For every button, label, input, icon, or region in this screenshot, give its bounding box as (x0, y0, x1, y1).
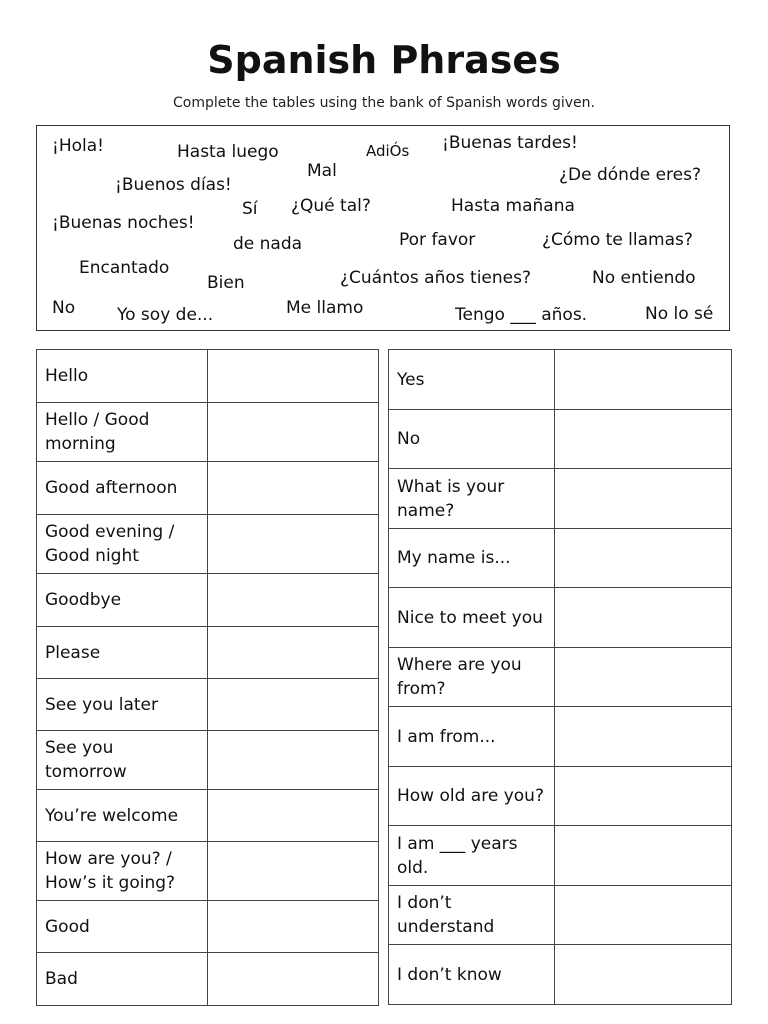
answer-cell[interactable] (208, 790, 379, 842)
english-phrase: Nice to meet you (389, 588, 555, 648)
answer-cell[interactable] (208, 462, 379, 515)
english-phrase: Good evening / Good night (37, 515, 208, 574)
english-phrase: See you later (37, 679, 208, 731)
english-phrase: See you tomorrow (37, 731, 208, 790)
english-phrase: I don’t know (389, 945, 555, 1005)
bank-word: Me llamo (286, 298, 364, 318)
english-phrase: Where are you from? (389, 648, 555, 707)
english-phrase: No (389, 410, 555, 469)
answer-cell[interactable] (555, 886, 732, 945)
answer-cell[interactable] (208, 350, 379, 403)
bank-word: ¡Buenas tardes! (442, 133, 578, 153)
phrase-table-left (36, 349, 379, 1006)
page-title: Spanish Phrases (207, 38, 561, 82)
bank-word: Bien (207, 273, 245, 293)
english-phrase: Good (37, 901, 208, 953)
bank-word: Tengo ___ años. (455, 305, 588, 325)
bank-word: ¿Cuántos años tienes? (340, 268, 532, 288)
instructions: Complete the tables using the bank of Spanish words given. (173, 95, 595, 111)
english-phrase: How old are you? (389, 767, 555, 826)
english-phrase: I am from... (389, 707, 555, 767)
english-phrase: My name is... (389, 529, 555, 588)
english-phrase: Please (37, 627, 208, 679)
bank-word: Yo soy de... (117, 305, 214, 325)
answer-cell[interactable] (555, 469, 732, 529)
answer-cell[interactable] (555, 410, 732, 469)
answer-cell[interactable] (208, 731, 379, 790)
bank-word: No (52, 298, 76, 318)
answer-cell[interactable] (555, 945, 732, 1005)
answer-cell[interactable] (208, 953, 379, 1006)
bank-word: de nada (233, 234, 303, 254)
answer-cell[interactable] (208, 901, 379, 953)
bank-word: Encantado (79, 258, 170, 278)
bank-word: AdiÓs (366, 142, 410, 160)
bank-word: ¡Buenas noches! (52, 213, 195, 233)
english-phrase: Yes (389, 350, 555, 410)
answer-cell[interactable] (208, 627, 379, 679)
bank-word: Hasta luego (177, 142, 279, 162)
bank-word: ¿Cómo te llamas? (542, 230, 693, 250)
answer-cell[interactable] (555, 648, 732, 707)
answer-cell[interactable] (555, 767, 732, 826)
english-phrase: What is your name? (389, 469, 555, 529)
answer-cell[interactable] (555, 588, 732, 648)
answer-cell[interactable] (555, 350, 732, 410)
bank-word: Por favor (399, 230, 476, 250)
english-phrase: Hello / Good morning (37, 403, 208, 462)
english-phrase: Bad (37, 953, 208, 1006)
answer-cell[interactable] (208, 403, 379, 462)
english-phrase: I am ___ years old. (389, 826, 555, 886)
english-phrase: I don’t understand (389, 886, 555, 945)
answer-cell[interactable] (208, 574, 379, 627)
phrase-table-right (388, 349, 732, 1005)
answer-cell[interactable] (555, 529, 732, 588)
english-phrase: Hello (37, 350, 208, 403)
answer-cell[interactable] (208, 679, 379, 731)
bank-word: No lo sé (645, 304, 714, 324)
answer-cell[interactable] (208, 842, 379, 901)
bank-word: ¿De dónde eres? (559, 165, 702, 185)
bank-word: Hasta mañana (451, 196, 575, 216)
english-phrase: Goodbye (37, 574, 208, 627)
answer-cell[interactable] (555, 707, 732, 767)
english-phrase: How are you? / How’s it going? (37, 842, 208, 901)
word-bank (36, 125, 730, 331)
english-phrase: Good afternoon (37, 462, 208, 515)
bank-word: Mal (307, 161, 337, 181)
bank-word: ¡Buenos días! (115, 175, 232, 195)
english-phrase: You’re welcome (37, 790, 208, 842)
answer-cell[interactable] (555, 826, 732, 886)
bank-word: ¿Qué tal? (291, 196, 371, 216)
bank-word: No entiendo (592, 268, 696, 288)
answer-cell[interactable] (208, 515, 379, 574)
bank-word: Sí (242, 199, 258, 219)
bank-word: ¡Hola! (52, 136, 104, 156)
